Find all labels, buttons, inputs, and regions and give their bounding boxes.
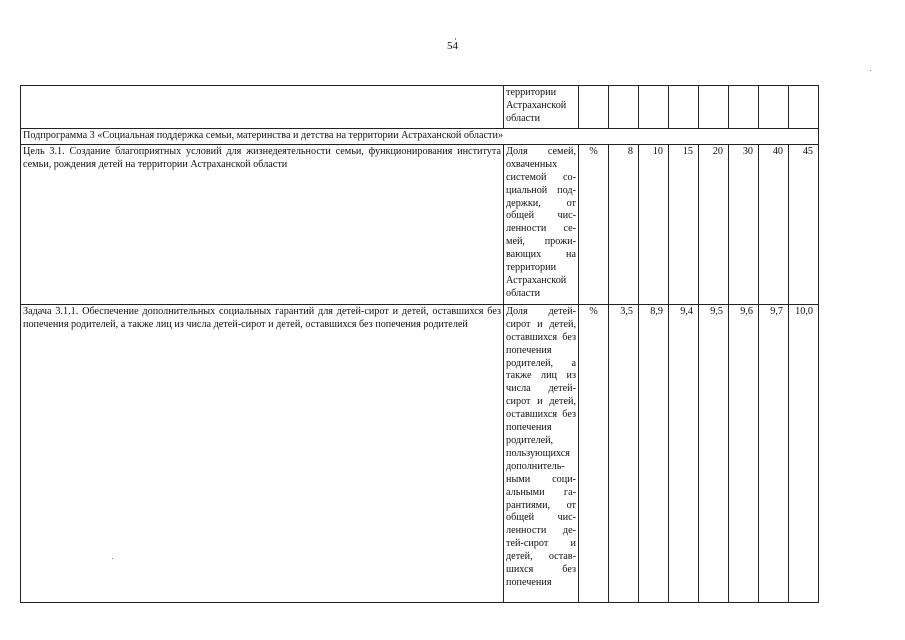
value-cell: 9,6 [729,304,759,602]
value-cell: 10,0 [789,304,819,602]
indicator-cell: территории Астраханской области [504,86,579,129]
value-cell: 40 [759,144,789,304]
value-cell: 9,7 [759,304,789,602]
task-cell: Задача 3.1.1. Обеспечение дополнительных социальных гарантий для детей-сирот и детей, оставшихся без попечения родителей, а также лиц из числа детей-сирот и детей, оставшихся без попечения родителей [21,304,504,602]
value-cell [609,86,639,129]
unit-cell: % [579,304,609,602]
scan-mark [870,70,871,71]
indicators-table [20,85,819,603]
unit-cell [579,86,609,129]
value-cell [729,86,759,129]
table-row [21,144,819,304]
value-cell: 15 [669,144,699,304]
subprogram-title: Подпрограмма 3 «Социальная поддержка семьи, материнства и детства на территории Астраханской области» [21,129,819,145]
value-cell: 8,9 [639,304,669,602]
value-cell: 9,5 [699,304,729,602]
value-cell: 10 [639,144,669,304]
value-cell: 9,4 [669,304,699,602]
indicator-cell: Доля семей, охваченных системой со-циальной под-держки, от общей чис-ленности се-мей, прожи-вающих на территории Астраханской области [504,144,579,304]
value-cell [759,86,789,129]
value-cell: 8 [609,144,639,304]
value-cell [639,86,669,129]
value-cell [699,86,729,129]
page-number: 54 [447,40,458,52]
value-cell: 30 [729,144,759,304]
value-cell [669,86,699,129]
table-row [21,304,819,602]
scan-mark [455,38,456,40]
goal-cell: Цель 3.1. Создание благоприятных условий для жизнедеятельности семьи, функционирования института семьи, рождения детей на территории Астраханской области [21,144,504,304]
unit-cell: % [579,144,609,304]
goal-cell [21,86,504,129]
subprogram-row [21,129,819,145]
table-row [21,86,819,129]
value-cell [789,86,819,129]
value-cell: 3,5 [609,304,639,602]
scan-mark [112,558,113,559]
value-cell: 20 [699,144,729,304]
value-cell: 45 [789,144,819,304]
indicator-cell: Доля детей-сирот и детей, оставшихся без попечения родителей, а также лиц из числа детей-сирот и детей, оставшихся без попечения родителей, пользующихся дополнитель-ными соци-альными га-рантиями, от общей чис-ленности де-тей-сирот и детей, остав-шихся без попечения [504,304,579,602]
